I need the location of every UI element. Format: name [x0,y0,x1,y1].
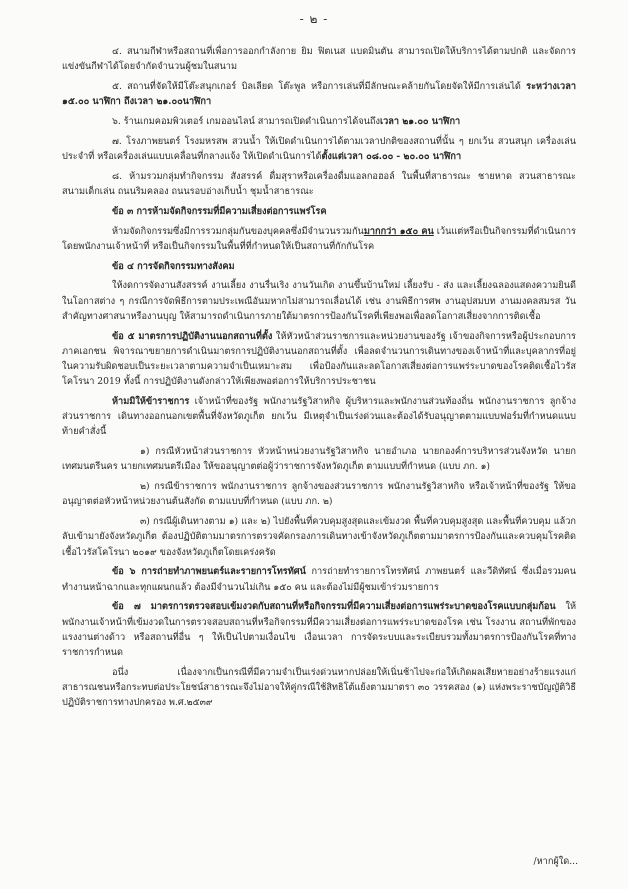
clause-3-text: ห้ามจัดกิจกรรมซึ่งมีการรวมกลุ่มกันของบุคคลซึ่งมีจำนวนรวมกัน [112,225,364,237]
clause-5-heading: ข้อ ๕ มาตรการปฏิบัติงานนอกสถานที่ตั้ง [112,330,273,342]
item-6-time: เวลา ๒๑.๐๐ นาฬิกา [379,116,461,127]
item-5 [62,79,576,109]
item-5-text: ๕. สถานที่จัดให้มีโต๊ะสนุกเกอร์ บิลเลียด โต๊ะพูล หรือการเล่นที่มีลักษณะคล้ายกันโดยจัดให้มีการเล่นได้ [112,81,521,92]
continuation-note: /หากผู้ใด... [533,856,578,867]
clause-7-body: ให้พนักงานเจ้าหน้าที่เข้มงวดในการตรวจสอบสถานที่หรือกิจกรรมที่มีความเสี่ยงต่อการแพร่ระบาดของโรค เช่น โรงงาน สถานที่พักของแรงงานต่างด้าว หรือสถานที่อื่น ๆ ให้เป็นไปตามเงื่อนไข เงื่อนเวลา การจัดระบบและระเบียบรวมทั้งมาตรการป้องกันโรคที่ทางราชการกำหนด [62,601,576,659]
item-4: ๔. สนามกีฬาหรือสถานที่เพื่อการออกกำลังกาย ยิม ฟิตเนส แบดมินตัน สามารถเปิดให้บริการได้ตามปกติ และจัดการแข่งขันกีฬาได้โดยจำกัดจำนวนผู้ชมในสนาม [62,46,576,73]
clause-7-heading: ข้อ ๗ มาตรการตรวจสอบเข้มงวดกับสถานที่หรือกิจกรรมที่มีความเสี่ยงต่อการแพร่ระบาดของโรคแบบกลุ่มก้อน [112,601,556,613]
clause-3-text-end: เว้นแต่หรือเป็นกิจกรรมที่ดำเนินการโดยพนักงานเจ้าหน้าที่ หรือเป็นกิจกรรมในพื้นที่ที่กำหนดให้เป็นสถานที่กักกันโรค [62,225,576,252]
clause-5 [62,329,576,390]
item-7 [62,134,576,164]
clause-7 [62,599,576,660]
item-6 [62,114,576,129]
sub-item-2: ๒) กรณีข้าราชการ พนักงานราชการ ลูกจ้างของส่วนราชการ พนักงานรัฐวิสาหกิจ หรือเจ้าหน้าที่ของรัฐ ให้ขออนุญาตต่อหัวหน้าหน่วยงานต้นสังกัด ตามแบบที่กำหนด (แบบ ภก. ๒) [62,481,576,508]
clause-6-heading: ข้อ ๖ การถ่ายทำภาพยนตร์และรายการโทรทัศน์ [112,566,306,578]
clause-3-heading: ข้อ ๓ การห้ามจัดกิจกรรมที่มีความเสี่ยงต่อการแพร่โรค [112,205,327,217]
ban-heading: ห้ามมิให้ข้าราชการ [112,396,190,407]
sub-item-1: ๑) กรณีหัวหน้าส่วนราชการ หัวหน้าหน่วยงานรัฐวิสาหกิจ นายอำเภอ นายกองค์การบริหารส่วนจังหวัด นายกเทศมนตรีนคร นายกเทศมนตรีเมือง ให้ขออนุญาตต่อผู้ว่าราชการจังหวัดภูเก็ต ตามแบบที่กำหนด (แบบ ภก. ๑) [62,446,576,473]
ban-body: เจ้าหน้าที่ของรัฐ พนักงานรัฐวิสาหกิจ ผู้บริหารและพนักงานส่วนท้องถิ่น พนักงานราชการ ลูกจ้างส่วนราชการ เดินทางออกนอกเขตพื้นที่จังหวัดภูเก็ต ยกเว้น มีเหตุจำเป็นเร่งด่วนและต้องได้รับอนุญาตตามแบบฟอร์มที่กำหนดแนบท้ายคำสั่งนี้ [62,396,577,438]
item-7-time: ตั้งแต่เวลา ๐๘.๐๐ - ๒๐.๐๐ นาฬิกา [321,151,462,162]
item-5-time: ระหว่างเวลา ๑๕.๐๐ นาฬิกา ถึงเวลา ๒๑.๐๐นาฬิกา [62,81,576,108]
ban-paragraph [62,394,576,440]
document-body [62,44,576,715]
item-6-text: ๖. ร้านเกมคอมพิวเตอร์ เกมออนไลน์ สามารถเปิดดำเนินการได้จนถึง [112,116,380,127]
sub-item-3: ๓) กรณีผู้เดินทางตาม ๑) และ ๒) ไปยังพื้นที่ควบคุมสูงสุดและเข้มงวด พื้นที่ควบคุมสูงสุด และพื้นที่ควบคุม แล้วกลับเข้ามายังจังหวัดภูเก็ต ต้องปฏิบัติตามมาตรการตรวจคัดกรองการเดินทางเข้าจังหวัดภูเก็ตตามมาตรการป้องกันและควบคุมโรคติดเชื้อไวรัสโคโรนา ๒๐๑๙ ของจังหวัดภูเก็ตโดยเคร่งครัด [62,516,576,558]
clause-6-body: การถ่ายทำรายการโทรทัศน์ ภาพยนตร์ และวีดิทัศน์ ซึ่งเมื่อรวมคนทำงานหน้าฉากและทุกแผนกแล้ว ต้องมีจำนวนไม่เกิน ๑๕๐ คน และต้องไม่มีผู้ชมเข้าร่วมรายการ [62,566,576,593]
closing-paragraph: อนึ่ง เนื่องจากเป็นกรณีที่มีความจำเป็นเร่งด่วนหากปล่อยให้เนิ่นช้าไปจะก่อให้เกิดผลเสียหายอย่างร้ายแรงแก่สาธารณชนหรือกระทบต่อประโยชน์สาธารณะจึงไม่อาจให้คู่กรณีใช้สิทธิโต้แย้งตามมาตรา ๓๐ วรรคสอง (๑) แห่งพระราชบัญญัติวิธีปฏิบัติราชการทางปกครอง พ.ศ.๒๕๓๙ [62,666,576,709]
clause-3-limit: มากกว่า ๑๕๐ คน [363,225,434,237]
page-number: - ๒ - [299,12,329,26]
item-8: ๘. ห้ามรวมกลุ่มทำกิจกรรม สังสรรค์ ดื่มสุราหรือเครื่องดื่มแอลกอฮอล์ ในพื้นที่สาธารณะ ชายหาด สวนสาธารณะ สนามเด็กเล่น ถนนริมคลอง ถนนรอบอ่างเก็บน้ำ ชุมน้ำสาธารณะ [62,170,576,197]
clause-5-body: ให้หัวหน้าส่วนราชการและหน่วยงานของรัฐ เจ้าของกิจการหรือผู้ประกอบการภาคเอกชน พิจารณาขยายการดำเนินมาตรการปฏิบัติงานนอกสถานที่ตั้ง เพื่อลดจำนวนการเดินทางของเจ้าหน้าที่และบุคลากรที่อยู่ในความรับผิดชอบเป็นระยะเวลาตามความจำเป็นเหมาะสม เพื่อป้องกันและลดโอกาสเสี่ยงต่อการแพร่ระบาดของโรคติดเชื้อไวรัสโคโรนา 2019 ทั้งนี้ การปฏิบัติงานดังกล่าวให้เพียงพอต่อการให้บริการประชาชน [62,330,576,388]
clause-4-body: ให้งดการจัดงานสังสรรค์ งานเลี้ยง งานรื่นเริง งานวันเกิด งานขึ้นบ้านใหม่ เลี้ยงรับ - ส่ง และเลี้ยงฉลองแสดงความยินดีในโอกาสต่าง ๆ กรณีการจัดพิธีการตามประเพณีอันมหากไม่สามารถเลื่อนได้ เช่น งานพิธีการศพ งานอุปสมบท งานมงคลสมรส วันสำคัญทางศาสนาหรืองานบุญ ให้สามารถดำเนินการภายใต้มาตรการป้องกันโรคที่เพียงพอเพื่อลดโอกาสเสี่ยงจากการติดเชื้อ [62,280,576,322]
clause-3-body [62,224,576,254]
clause-6 [62,564,576,594]
clause-4-heading: ข้อ ๔ การจัดกิจกรรมทางสังคม [112,260,235,272]
item-7-text: ๗. โรงภาพยนตร์ โรงมหรสพ สวนน้ำ ให้เปิดดำเนินการได้ตามเวลาปกติของสถานที่นั้น ๆ ยกเว้น สวนสนุก เครื่องเล่นประจำที่ หรือเครื่องเล่นแบบเคลื่อนที่กลางแจ้ง ให้เปิดดำเนินการได้ [62,135,576,162]
